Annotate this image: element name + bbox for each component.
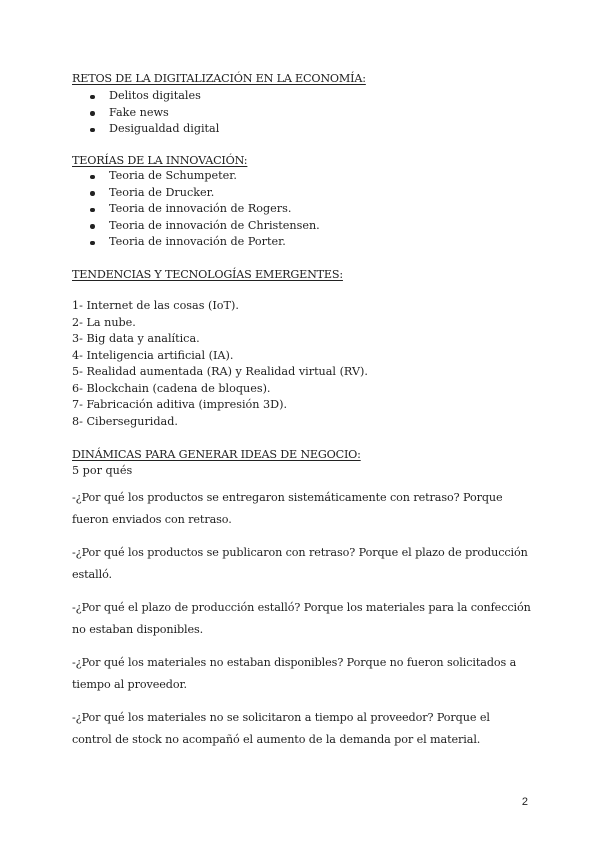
bullet-icon [90, 128, 95, 133]
list-item: 6- Blockchain (cadena de bloques). [72, 381, 271, 395]
bullet-icon [90, 111, 95, 116]
heading-dinamicas: DINÁMICAS PARA GENERAR IDEAS DE NEGOCIO: [72, 448, 361, 461]
list-teorias [72, 168, 320, 251]
list-item: Delitos digitales [72, 88, 219, 105]
list-item: Teoria de innovación de Porter. [72, 234, 320, 251]
list-item: 4- Inteligencia artificial (IA). [72, 348, 234, 362]
bullet-icon [90, 95, 95, 100]
bullet-icon [90, 191, 95, 196]
paragraph-why-4: -¿Por qué los materiales no estaban disponibles? Porque no fueron solicitados a tiempo al proveedor. [72, 656, 517, 691]
list-item: 2- La nube. [72, 315, 136, 329]
subtitle-5-porques: 5 por qués [72, 464, 133, 477]
paragraph-why-3: -¿Por qué el plazo de producción estalló? Porque los materiales para la confección no estaban disponibles. [72, 601, 531, 636]
bullet-icon [90, 241, 95, 246]
paragraph-why-1: -¿Por qué los productos se entregaron sistemáticamente con retraso? Porque fueron enviados con retraso. [72, 491, 503, 526]
paragraph-why-5: -¿Por qué los materiales no se solicitaron a tiempo al proveedor? Porque el control de stock no acompañó el aumento de la demanda por el material. [72, 711, 490, 746]
bullet-icon [90, 224, 95, 229]
page-number: 2 [521, 796, 528, 808]
list-item: 5- Realidad aumentada (RA) y Realidad virtual (RV). [72, 365, 368, 378]
list-item: Teoria de Schumpeter. [72, 168, 320, 185]
list-item: 3- Big data y analítica. [72, 332, 200, 345]
list-item: Desigualdad digital [72, 121, 219, 138]
list-item: Teoria de innovación de Rogers. [72, 201, 320, 218]
list-item: 8- Ciberseguridad. [72, 414, 178, 428]
bullet-icon [90, 208, 95, 213]
list-item: Teoria de innovación de Christensen. [72, 218, 320, 235]
list-item: Teoria de Drucker. [72, 185, 320, 202]
list-retos [72, 88, 219, 138]
list-item: 7- Fabricación aditiva (impresión 3D). [72, 398, 288, 411]
list-item: 1- Internet de las cosas (IoT). [72, 299, 239, 312]
bullet-icon [90, 175, 95, 180]
heading-teorias: TEORÍAS DE LA INNOVACIÓN: [72, 154, 248, 167]
heading-tendencias: TENDENCIAS Y TECNOLOGÍAS EMERGENTES: [72, 268, 343, 281]
heading-retos: RETOS DE LA DIGITALIZACIÓN EN LA ECONOMÍA: [72, 72, 366, 85]
list-tendencias [72, 298, 368, 430]
paragraph-why-2: -¿Por qué los productos se publicaron con retraso? Porque el plazo de producción estalló. [72, 546, 528, 581]
list-item: Fake news [72, 105, 219, 122]
